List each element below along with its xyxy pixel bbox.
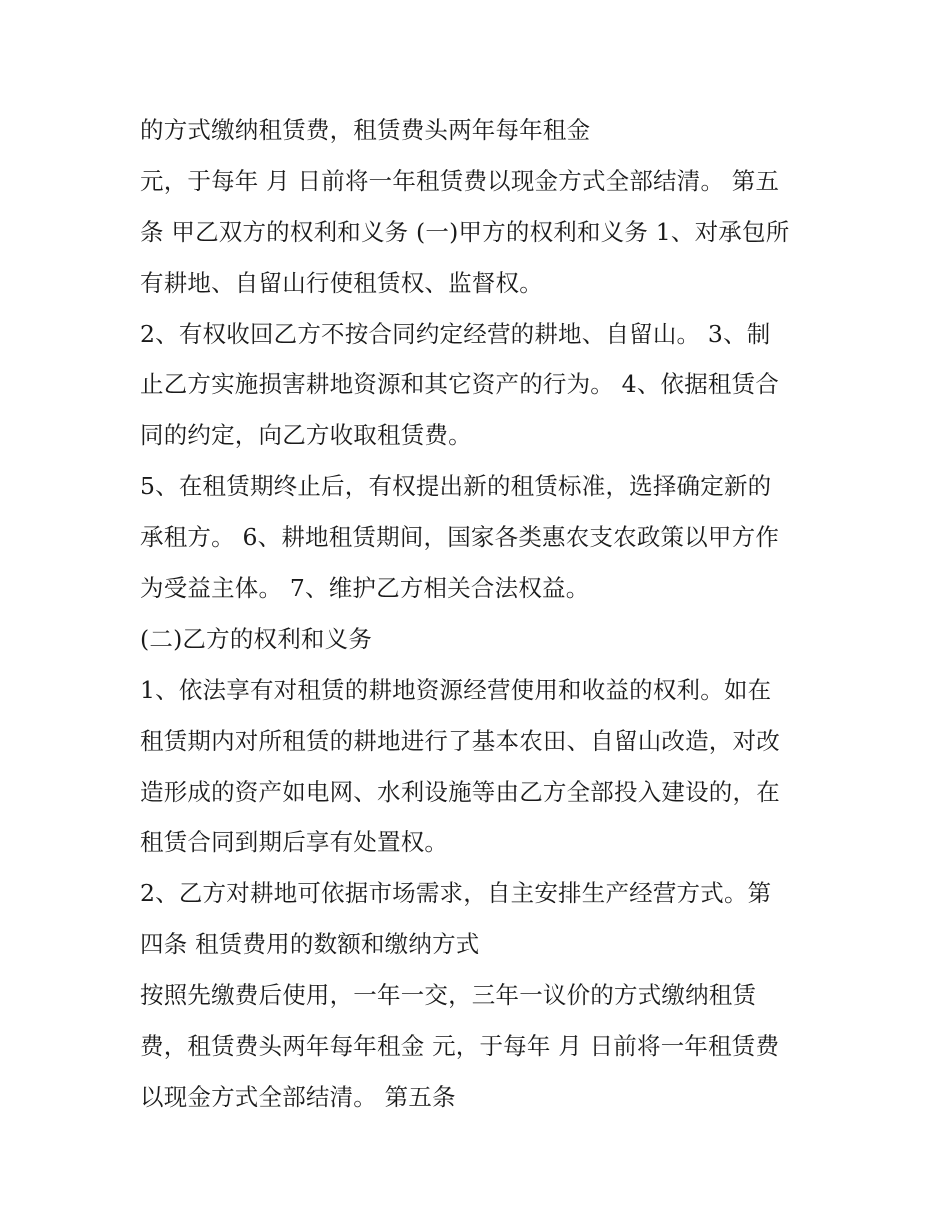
text-line-8: 5、在租赁期终止后，有权提出新的租赁标准，选择确定新的 [140, 472, 772, 501]
text-line-3: 条 甲乙双方的权利和义务 (一)甲方的权利和义务 1、对承包所 [140, 217, 790, 246]
text-line-17: 四条 租赁费用的数额和缴纳方式 [140, 930, 480, 959]
text-line-20: 以现金方式全部结清。 第五条 [140, 1082, 456, 1111]
text-line-9: 承租方。 6、耕地租赁期间，国家各类惠农支农政策以甲方作 [140, 523, 780, 552]
text-line-2: 元，于每年 月 日前将一年租赁费以现金方式全部结清。 第五 [140, 166, 780, 195]
text-line-7: 同的约定，向乙方收取租赁费。 [140, 421, 472, 450]
text-line-5: 2、有权收回乙方不按合同约定经营的耕地、自留山。 3、制 [140, 319, 771, 348]
text-line-1: 的方式缴纳租赁费，租赁费头两年每年租金 [140, 116, 591, 144]
text-line-10: 为受益主体。 7、维护乙方相关合法权益。 [140, 574, 590, 603]
text-line-14: 造形成的资产如电网、水利设施等由乙方全部投入建设的，在 [140, 777, 780, 806]
text-line-13: 租赁期内对所租赁的耕地进行了基本农田、自留山改造，对改 [140, 726, 780, 755]
document-body [140, 109, 830, 1127]
text-line-12: 1、依法享有对租赁的耕地资源经营使用和收益的权利。如在 [140, 675, 772, 704]
text-line-18: 按照先缴费后使用，一年一交，三年一议价的方式缴纳租赁 [140, 981, 757, 1010]
text-line-19: 费，租赁费头两年每年租金 元，于每年 月 日前将一年租赁费 [140, 1032, 780, 1061]
text-line-15: 租赁合同到期后享有处置权。 [140, 828, 449, 857]
text-line-4: 有耕地、自留山行使租赁权、监督权。 [140, 268, 543, 297]
text-line-11: (二)乙方的权利和义务 [140, 624, 373, 653]
text-line-6: 止乙方实施损害耕地资源和其它资产的行为。 4、依据租赁合 [140, 370, 780, 399]
text-line-16: 2、乙方对耕地可依据市场需求，自主安排生产经营方式。第 [140, 879, 772, 908]
